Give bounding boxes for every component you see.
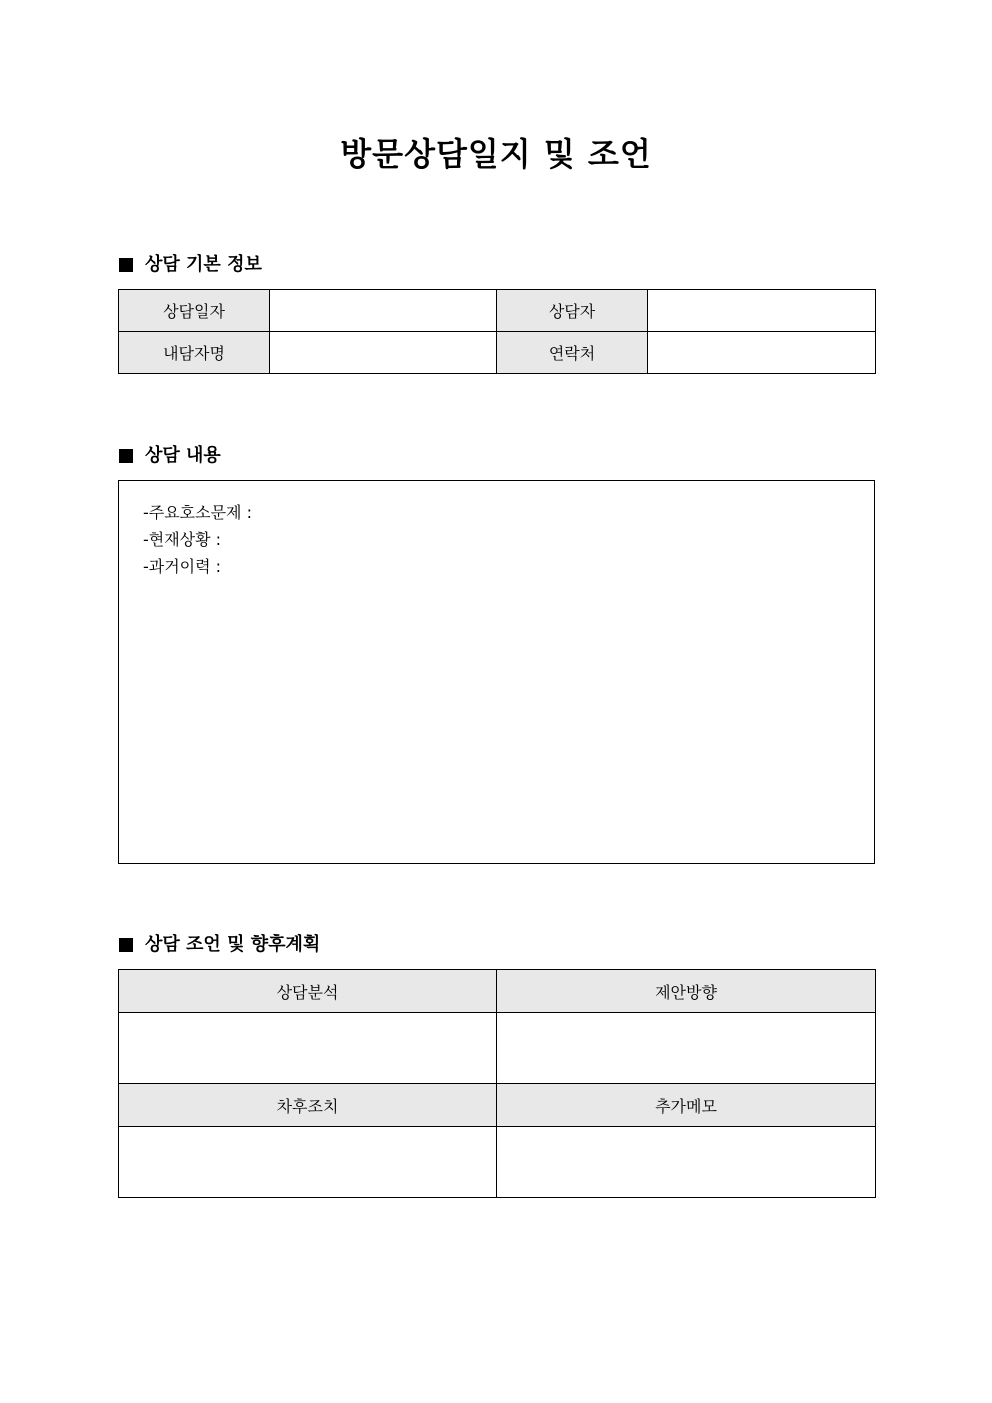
table-row	[119, 1013, 876, 1084]
counselor-label: 상담자	[497, 290, 648, 332]
basic-info-table	[118, 289, 876, 374]
client-name-label: 내담자명	[119, 332, 270, 374]
table-row	[119, 970, 876, 1013]
consult-content-box[interactable]	[118, 480, 875, 864]
followup-label: 차후조치	[119, 1084, 497, 1127]
contact-label: 연락처	[497, 332, 648, 374]
followup-field[interactable]	[119, 1127, 497, 1198]
content-line-past-history: -과거이력 :	[143, 557, 222, 576]
consult-date-field[interactable]	[270, 290, 497, 332]
memo-field[interactable]	[497, 1127, 876, 1198]
square-bullet-icon	[119, 449, 133, 463]
analysis-field[interactable]	[119, 1013, 497, 1084]
consult-content-lines	[143, 499, 252, 580]
memo-label: 추가메모	[497, 1084, 876, 1127]
table-row	[119, 332, 876, 374]
section-heading-consult-content	[119, 443, 221, 469]
table-row	[119, 1127, 876, 1198]
direction-field[interactable]	[497, 1013, 876, 1084]
table-row	[119, 1084, 876, 1127]
analysis-label: 상담분석	[119, 970, 497, 1013]
advice-plan-table	[118, 969, 876, 1198]
section-heading-advice-plan	[119, 932, 320, 958]
section-heading-label: 상담 기본 정보	[145, 254, 262, 275]
section-heading-label: 상담 내용	[145, 445, 221, 466]
table-row	[119, 290, 876, 332]
square-bullet-icon	[119, 258, 133, 272]
page-title: 방문상담일지 및 조언	[340, 135, 652, 173]
consult-date-label: 상담일자	[119, 290, 270, 332]
section-heading-basic-info	[119, 252, 262, 278]
section-heading-label: 상담 조언 및 향후계획	[145, 934, 321, 955]
content-line-current-situation: -현재상황 :	[143, 530, 222, 549]
direction-label: 제안방향	[497, 970, 876, 1013]
content-line-main-complaint: -주요호소문제 :	[143, 503, 252, 522]
contact-field[interactable]	[648, 332, 876, 374]
client-name-field[interactable]	[270, 332, 497, 374]
square-bullet-icon	[119, 938, 133, 952]
counselor-field[interactable]	[648, 290, 876, 332]
